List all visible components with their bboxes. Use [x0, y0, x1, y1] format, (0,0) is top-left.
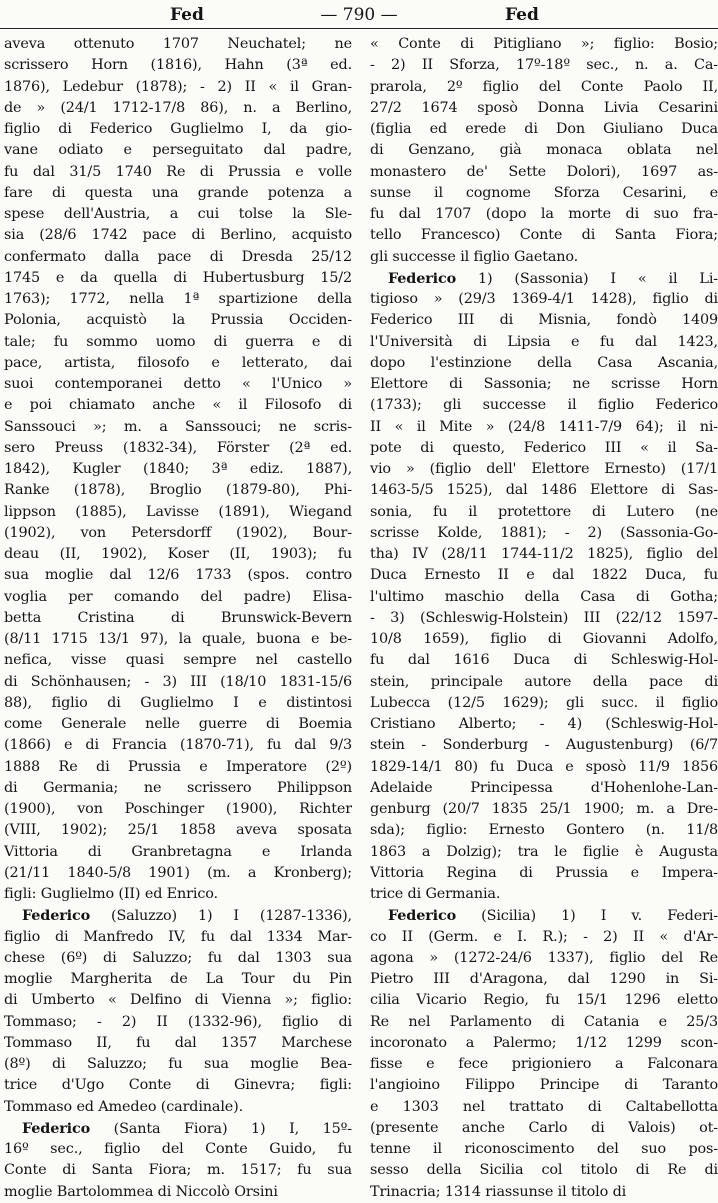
- left-column-line: 16º sec., figlio del Conte Guido, fu: [4, 1141, 352, 1157]
- left-column-line: de » (24/1 1712-17/8 86), n. a Berlino,: [4, 99, 352, 116]
- left-column-line: confermato dalla pace di Dresda 25/12: [4, 248, 352, 265]
- left-column-line: lippson (1885), Lavisse (1891), Wiegand: [4, 503, 352, 520]
- left-column-line: spese dell'Austria, a cui tolse la Sle-: [4, 206, 352, 222]
- right-column-line: Lubecca (12/5 1629); gli succ. il figlio: [370, 694, 718, 711]
- right-column-line: Elettore di Sassonia; ne scrisse Horn: [370, 376, 718, 392]
- left-column-line: Conte di Santa Fiora; m. 1517; fu sua: [4, 1162, 352, 1179]
- page-number: — 790 —: [320, 5, 398, 25]
- right-column-line: Re nel Parlamento di Catania e 25/3: [370, 1013, 718, 1030]
- right-column-line: fu dal 1707 (dopo la morte di suo fra-: [370, 206, 718, 222]
- entry-headword: Federico: [388, 907, 457, 925]
- right-column-line: tha) IV (28/11 1744-11/2 1825), figlio del: [370, 546, 718, 562]
- left-column-line: 88), figlio di Guglielmo I e distintosi: [4, 694, 352, 711]
- left-column-line: vane odiato e perseguitato dal padre,: [4, 142, 352, 159]
- left-column-line: (1866) e di Francia (1870-71), fu dal 9/3: [4, 737, 352, 754]
- left-column-line: voglia per comando del padre) Elisa-: [4, 588, 352, 605]
- right-column-line: trice di Germania.: [370, 886, 501, 902]
- left-column-line: fare di questa una grande potenza a: [4, 184, 352, 201]
- right-column-line: incoronato a Palermo; 1/12 1299 scon-: [370, 1034, 718, 1051]
- right-column-line: l'ultimo maschio della Casa di Gotha;: [370, 588, 718, 605]
- right-column-line: Trinacria; 1314 riassunse il titolo di: [370, 1183, 627, 1200]
- right-column-line: sonia, fu il protettore di Lutero (ne: [370, 503, 718, 520]
- right-column-line: 1863 a Dolzig); tra le figlie è Augusta: [370, 843, 718, 860]
- right-column-line: agona » (1272-24/6 1337), figlio del Re: [370, 949, 718, 966]
- right-column-line: stein, principale autore della pace di: [370, 673, 718, 690]
- left-column-line: sia (28/6 1742 pace di Berlino, acquisto: [4, 227, 352, 244]
- right-column-line: vio » (figlio dell' Elettore Ernesto) (17/1: [370, 461, 718, 477]
- left-column-line: (21/11 1840-5/8 1901) (m. a Kronberg);: [4, 864, 352, 881]
- left-column-line: figli: Guglielmo (II) ed Enrico.: [4, 886, 218, 902]
- right-column-line: cilia Vicario Regio, fu 15/1 1296 eletto: [370, 992, 718, 1009]
- left-column-line: Ranke (1878), Broglio (1879-80), Phi-: [4, 482, 352, 499]
- left-column-line: di Umberto « Delfino di Vienna »; figlio:: [4, 992, 352, 1009]
- left-column-line: suoi contemporanei detto « l'Unico »: [4, 376, 352, 392]
- left-column-line: 1763); 1772, nella 1ª spartizione della: [4, 291, 352, 307]
- right-column-line: - 3) (Schleswig-Holstein) III (22/12 1597-: [370, 609, 718, 626]
- right-column-line: monastero de' Sette Dolori), 1697 as-: [370, 163, 718, 180]
- right-column-line: II « il Mite » (24/8 1411-7/9 64); il ni-: [370, 418, 718, 435]
- right-column-line: Vittoria Regina di Prussia e Impera-: [370, 864, 718, 881]
- right-column-line: tigioso » (29/3 1369-4/1 1428), figlio di: [370, 291, 718, 307]
- entry-headword: Federico: [22, 907, 91, 925]
- right-column-line: di Genzano, già monaca oblata nel: [370, 142, 718, 159]
- right-column-line: Federico III di Misnia, fondò 1409: [370, 312, 718, 329]
- right-column-line: sesso della Sicilia col titolo di Re di: [370, 1162, 718, 1179]
- right-column-line: sda); figlio: Ernesto Gontero (n. 11/8: [370, 822, 718, 839]
- right-column: [370, 34, 718, 1203]
- left-column-line: di Germania; ne scrissero Philippson: [4, 779, 352, 796]
- right-column-line: l'Università di Lipsia e fu dal 1423,: [370, 333, 718, 350]
- left-column-line: trice d'Ugo Conte di Ginevra; figli:: [4, 1077, 352, 1094]
- left-column-line: Federico (Saluzzo) 1) I (1287-1336),: [22, 907, 352, 925]
- right-column-line: (figlia ed erede di Don Giuliano Duca: [370, 121, 718, 137]
- right-column-line: tello Francesco) Conte di Santa Fiora;: [370, 227, 718, 244]
- left-column-line: Federico (Santa Fiora) 1) I, 15º-: [22, 1119, 352, 1137]
- right-column-line: Federico (Sicilia) 1) I v. Federi-: [388, 907, 718, 925]
- right-column-line: Cristiano Alberto; - 4) (Schleswig-Hol-: [370, 716, 718, 732]
- left-column-line: Sanssouci »; m. a Sanssouci; ne scris-: [4, 418, 352, 435]
- left-column-line: (1900), von Poschinger (1900), Richter: [4, 801, 352, 817]
- left-column-line: aveva ottenuto 1707 Neuchatel; ne: [4, 36, 352, 52]
- left-column-line: scrissero Horn (1816), Hahn (3ª ed.: [4, 57, 352, 74]
- entry-headword: Federico: [388, 269, 457, 287]
- right-column-line: gli successe il figlio Gaetano.: [370, 248, 579, 265]
- right-column-line: - 2) II Sforza, 17º-18º sec., n. a. Ca-: [370, 57, 718, 74]
- right-column-line: prarola, 2º figlio del Conte Paolo II,: [370, 78, 718, 95]
- left-column-line: Tommaso ed Amedeo (cardinale).: [4, 1098, 244, 1115]
- right-column-line: Federico 1) (Sassonia) I « il Li-: [388, 269, 718, 287]
- right-column-line: pote di questo, Federico III « il Sa-: [370, 439, 718, 456]
- left-column-line: (8/11 1715 13/1 97), la quale, buona e be-: [4, 631, 352, 647]
- left-column-line: moglie Bartolommea di Niccolò Orsini: [4, 1183, 278, 1200]
- left-column-line: come Generale nelle guerre di Boemia: [4, 716, 352, 732]
- right-column-line: « Conte di Pitigliano »; figlio: Bosio;: [370, 36, 718, 52]
- right-column-line: 1829-14/1 80) fu Duca e sposò 11/9 1856: [370, 758, 718, 775]
- left-column-line: sero Preuss (1832-34), Förster (2ª ed.: [4, 439, 352, 456]
- left-column-line: pace, artista, filosofo e letterato, dai: [4, 354, 352, 371]
- right-column-line: fu dal 1616 Duca di Schleswig-Hol-: [370, 652, 718, 669]
- left-column-line: 1842), Kugler (1840; 3ª ediz. 1887),: [4, 461, 352, 477]
- left-column-line: deau (II, 1902), Koser (II, 1903); fu: [4, 546, 352, 562]
- right-column-line: co II (Germ. e I. R.); - 2) II « d'Ar-: [370, 928, 718, 945]
- right-column-line: dopo l'estinzione della Casa Ascania,: [370, 354, 718, 371]
- left-column-line: Vittoria di Granbretagna e Irlanda: [4, 843, 352, 860]
- entry-headword: Federico: [22, 1119, 91, 1137]
- left-column-line: nefica, visse quasi sempre nel castello: [4, 652, 352, 669]
- left-column-line: Polonia, acquistò la Prussia Occiden-: [4, 312, 352, 329]
- left-column-line: betta Cristina di Brunswick-Bevern: [4, 609, 352, 626]
- right-column-line: Pietro III d'Aragona, dal 1290 in Si-: [370, 971, 718, 987]
- left-column-line: (1902), von Petersdorff (1902), Bour-: [4, 524, 352, 541]
- left-column-line: Tommaso; - 2) II (1332-96), figlio di: [4, 1013, 352, 1030]
- right-column-line: fisse e fece prigioniero a Falconara: [370, 1056, 718, 1072]
- right-column-line: (presente anche Carlo di Valois) ot-: [370, 1119, 718, 1136]
- right-column-line: sunse il cognome Sforza Cesarini, e: [370, 184, 718, 201]
- right-column-line: 27/2 1674 sposò Donna Livia Cesarini: [370, 99, 718, 116]
- right-column-line: scrisse Kolde, 1881); - 2) (Sassonia-Go-: [370, 524, 718, 541]
- left-column: [4, 34, 352, 1203]
- left-column-line: moglie Margherita de La Tour du Pin: [4, 971, 352, 987]
- header-right-word: Fed: [505, 5, 539, 25]
- left-column-line: figlio di Manfredo IV, fu dal 1334 Mar-: [4, 928, 352, 945]
- left-column-line: tale; fu sommo uomo di guerra e di: [4, 333, 352, 350]
- left-column-line: figlio di Federico Guglielmo I, da gio-: [4, 121, 352, 137]
- right-column-line: 1463-5/5 1525), dal 1486 Elettore di Sas-: [370, 482, 718, 499]
- left-column-line: sua moglie dal 12/6 1733 (spos. contro: [4, 567, 352, 584]
- right-column-line: 10/8 1659), figlio di Giovanni Adolfo,: [370, 631, 718, 647]
- left-column-line: e poi chiamato anche « il Filosofo di: [4, 397, 352, 414]
- right-column-line: genburg (20/7 1835 25/1 1900; m. a Dre-: [370, 801, 718, 817]
- left-column-line: chese (6º) di Saluzzo; fu dal 1303 sua: [4, 949, 352, 966]
- right-column-line: tenne il riconoscimento del suo pos-: [370, 1141, 718, 1157]
- left-column-line: 1876), Ledebur (1878); - 2) II « il Gran-: [4, 78, 352, 95]
- right-column-line: stein - Sonderburg - Augustenburg) (6/7: [370, 737, 718, 754]
- running-header: [0, 0, 718, 30]
- right-column-line: Adelaide Principessa d'Hohenlohe-Lan-: [370, 779, 718, 796]
- right-column-line: (1733); gli successe il figlio Federico: [370, 397, 718, 414]
- left-column-line: 1745 e da quella di Hubertusburg 15/2: [4, 269, 352, 286]
- right-column-line: Duca Ernesto II e dal 1822 Duca, fu: [370, 567, 718, 584]
- right-column-line: e 1303 nel trattato di Caltabellotta: [370, 1098, 718, 1115]
- header-left-word: Fed: [170, 5, 204, 25]
- left-column-line: fu dal 31/5 1740 Re di Prussia e volle: [4, 163, 352, 180]
- left-column-line: Tommaso II, fu dal 1357 Marchese: [4, 1034, 352, 1051]
- left-column-line: (VIII, 1902); 25/1 1858 aveva sposata: [4, 822, 352, 839]
- left-column-line: di Schönhausen; - 3) III (18/10 1831-15/6: [4, 673, 352, 690]
- left-column-line: (8º) di Saluzzo; fu sua moglie Bea-: [4, 1056, 352, 1072]
- header-rule: [0, 28, 718, 29]
- left-column-line: 1888 Re di Prussia e Imperatore (2º): [4, 758, 352, 775]
- right-column-line: l'angioino Filippo Principe di Taranto: [370, 1077, 718, 1094]
